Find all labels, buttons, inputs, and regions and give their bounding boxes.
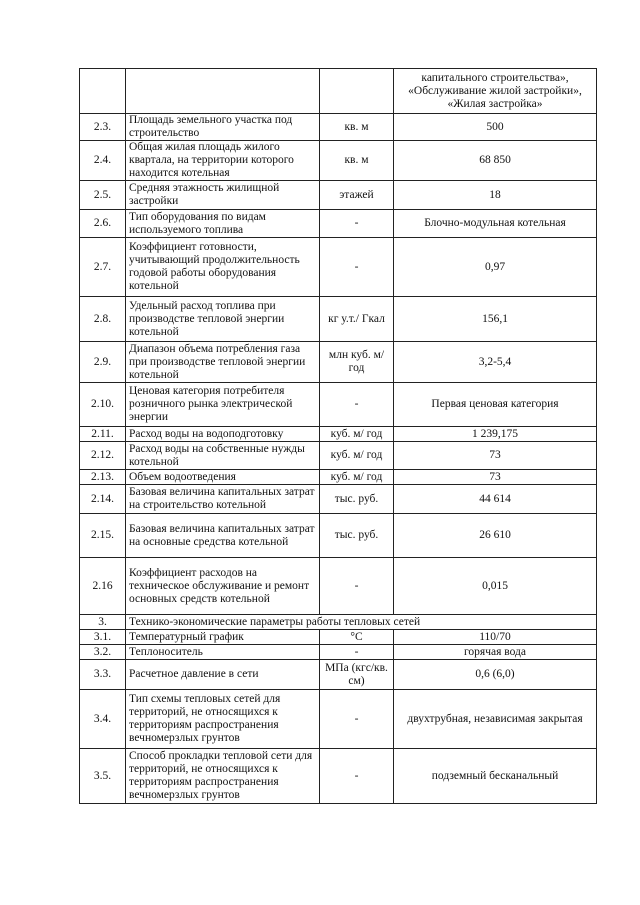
unit-cell: тыс. руб. [320,514,394,558]
unit-cell: кв. м [320,141,394,181]
table-row [80,238,597,297]
parameter-name: Диапазон объема потребления газа при производстве тепловой энергии котельной [126,342,320,383]
parameter-name: Базовая величина капитальных затрат на строительство котельной [126,485,320,514]
row-number: 2.11. [80,427,126,442]
row-number: 2.14. [80,485,126,514]
unit-cell: куб. м/ год [320,442,394,470]
row-number: 2.4. [80,141,126,181]
value-cell: 73 [394,442,597,470]
value-cell: 3,2-5,4 [394,342,597,383]
parameter-name: Площадь земельного участка под строительство [126,114,320,141]
table-row [80,558,597,615]
row-number: 2.16 [80,558,126,615]
value-cell: 0,6 (6,0) [394,660,597,690]
row-number: 2.6. [80,210,126,238]
table-row [80,141,597,181]
table-row [80,342,597,383]
table-row [80,442,597,470]
row-number: 3.5. [80,749,126,804]
row-number: 3.1. [80,630,126,645]
unit-cell: - [320,749,394,804]
table-row [80,181,597,210]
unit-cell: - [320,690,394,749]
unit-cell: °С [320,630,394,645]
row-number: 2.10. [80,383,126,427]
value-cell: 44 614 [394,485,597,514]
parameter-name: Ценовая категория потребителя розничного рынка электрической энергии [126,383,320,427]
value-cell: 0,015 [394,558,597,615]
table-row [80,690,597,749]
table-row [80,645,597,660]
unit-cell: этажей [320,181,394,210]
parameter-name: Температурный график [126,630,320,645]
value-cell: горячая вода [394,645,597,660]
table-row [80,383,597,427]
row-number: 2.9. [80,342,126,383]
table-row [80,297,597,342]
section-header-row [80,615,597,630]
parameter-name: Расход воды на водоподготовку [126,427,320,442]
section-title: Технико-экономические параметры работы тепловых сетей [126,615,597,630]
parameters-table [79,68,597,804]
unit-cell: - [320,383,394,427]
unit-cell: кг у.т./ Гкал [320,297,394,342]
value-cell: 0,97 [394,238,597,297]
row-number: 2.7. [80,238,126,297]
unit-cell: кв. м [320,114,394,141]
parameter-name: Удельный расход топлива при производстве тепловой энергии котельной [126,297,320,342]
value-cell: Блочно-модульная котельная [394,210,597,238]
value-cell: 500 [394,114,597,141]
parameter-name: Коэффициент расходов на техническое обслуживание и ремонт основных средств котельной [126,558,320,615]
table-row [80,69,597,114]
row-number: 2.3. [80,114,126,141]
unit-cell: МПа (кгс/кв. см) [320,660,394,690]
value-cell: двухтрубная, независимая закрытая [394,690,597,749]
value-cell: 26 610 [394,514,597,558]
unit-cell: - [320,645,394,660]
value-cell: 68 850 [394,141,597,181]
row-number: 2.5. [80,181,126,210]
parameter-name: Общая жилая площадь жилого квартала, на территории которого находится котельная [126,141,320,181]
table-row [80,427,597,442]
value-cell: Первая ценовая категория [394,383,597,427]
parameter-name: Тип схемы тепловых сетей для территорий, не относящихся к территориям распространения вечномерзлых грунтов [126,690,320,749]
unit-cell: - [320,558,394,615]
row-number: 2.12. [80,442,126,470]
parameter-name: Базовая величина капитальных затрат на основные средства котельной [126,514,320,558]
row-number: 2.13. [80,470,126,485]
value-cell: подземный бесканальный [394,749,597,804]
row-number: 2.8. [80,297,126,342]
value-cell: 18 [394,181,597,210]
table-row [80,485,597,514]
value-cell: 110/70 [394,630,597,645]
table-row [80,630,597,645]
value-cell: 73 [394,470,597,485]
table-row [80,749,597,804]
table-row [80,514,597,558]
unit-cell: тыс. руб. [320,485,394,514]
parameter-name: Коэффициент готовности, учитывающий продолжительность годовой работы оборудования котельной [126,238,320,297]
parameter-name: Способ прокладки тепловой сети для территорий, не относящихся к территориям распространения вечномерзлых грунтов [126,749,320,804]
row-number: 2.15. [80,514,126,558]
row-number: 3.3. [80,660,126,690]
unit-cell: - [320,238,394,297]
table-row [80,470,597,485]
section-number: 3. [80,615,126,630]
parameter-name: Теплоноситель [126,645,320,660]
unit-cell: млн куб. м/ год [320,342,394,383]
row-number: 3.2. [80,645,126,660]
table-row [80,660,597,690]
table-row [80,114,597,141]
parameter-name: Средняя этажность жилищной застройки [126,181,320,210]
value-cell: 1 239,175 [394,427,597,442]
parameter-name: Объем водоотведения [126,470,320,485]
value-cell: капитального строительства», «Обслуживание жилой застройки», «Жилая застройка» [394,69,597,114]
table-row [80,210,597,238]
unit-cell: куб. м/ год [320,470,394,485]
parameter-name: Расход воды на собственные нужды котельной [126,442,320,470]
unit-cell: - [320,210,394,238]
parameter-name: Расчетное давление в сети [126,660,320,690]
unit-cell: куб. м/ год [320,427,394,442]
value-cell: 156,1 [394,297,597,342]
row-number: 3.4. [80,690,126,749]
parameter-name: Тип оборудования по видам используемого топлива [126,210,320,238]
